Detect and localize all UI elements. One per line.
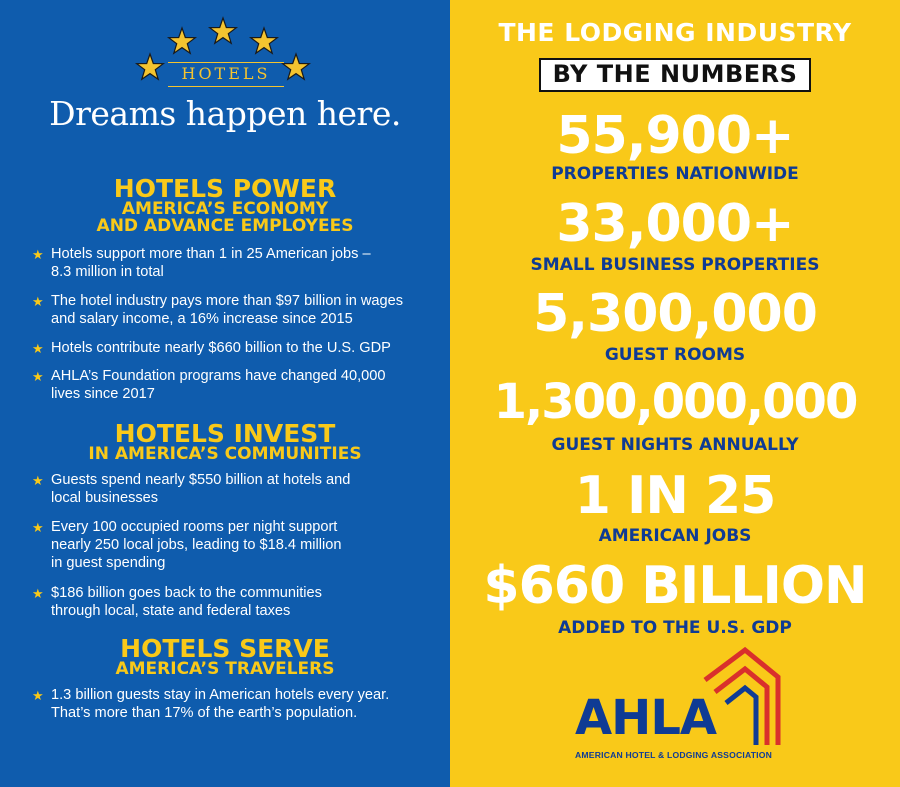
hotels-logo-word: HOTELS: [181, 64, 271, 83]
star-bullet-icon: ★: [32, 520, 44, 535]
bullet-item: ★ The hotel industry pays more than $97 billion in wages and salary income, a 16% increase since 2015: [32, 293, 404, 327]
section-title-line: AND ADVANCE EMPLOYEES: [96, 216, 354, 236]
stat-caption: ADDED TO THE U.S. GDP: [558, 618, 792, 638]
bullet-item: ★ $186 billion goes back to the communities through local, state and federal taxes: [32, 585, 322, 619]
bullet-item: ★ Guests spend nearly $550 billion at hotels and local businesses: [32, 472, 351, 506]
bullet-item: ★ Hotels contribute nearly $660 billion to the U.S. GDP: [32, 340, 391, 356]
stat-caption: AMERICAN JOBS: [598, 526, 752, 546]
star-bullet-icon: ★: [32, 688, 44, 703]
star-bullet-icon: ★: [32, 369, 44, 384]
tagline: Dreams happen here.: [49, 94, 401, 133]
ahla-logo-text: AHLA: [575, 690, 717, 746]
star-bullet-icon: ★: [32, 247, 44, 262]
star-bullet-icon: ★: [32, 473, 44, 488]
section-title-line: HOTELS POWER: [113, 174, 337, 203]
stat-value: 55,900+: [556, 106, 794, 166]
stat-value: 33,000+: [556, 194, 794, 254]
stat-value: 1,300,000,000: [493, 374, 857, 430]
stat-caption: SMALL BUSINESS PROPERTIES: [530, 255, 820, 275]
stat-caption: GUEST NIGHTS ANNUALLY: [551, 435, 799, 455]
header-subtitle: BY THE NUMBERS: [552, 60, 798, 88]
logo-rule-top: [168, 62, 284, 63]
section-title-line: AMERICA’S ECONOMY: [121, 199, 329, 219]
bullet-item: ★ AHLA’s Foundation programs have changed 40,000 lives since 2017: [32, 368, 386, 402]
bullet-item: ★ 1.3 billion guests stay in American hotels every year. That’s more than 17% of the earth’s population.: [32, 687, 390, 721]
bullet-item: ★ Every 100 occupied rooms per night support nearly 250 local jobs, leading to $18.4 million in guest spending: [32, 519, 342, 571]
stat-caption: PROPERTIES NATIONWIDE: [551, 164, 799, 184]
stat-value: 1 IN 25: [574, 466, 776, 526]
stat-value: $660 BILLION: [483, 556, 867, 616]
ahla-full-name: AMERICAN HOTEL & LODGING ASSOCIATION: [575, 750, 773, 760]
logo-rule-bottom: [168, 86, 284, 87]
stat-caption: GUEST ROOMS: [604, 345, 746, 365]
section-title-line: AMERICA’S TRAVELERS: [115, 659, 335, 679]
header-title: THE LODGING INDUSTRY: [498, 18, 852, 47]
stat-value: 5,300,000: [533, 284, 817, 344]
star-bullet-icon: ★: [32, 586, 44, 601]
bullet-item: ★ Hotels support more than 1 in 25 American jobs – 8.3 million in total: [32, 246, 371, 280]
star-bullet-icon: ★: [32, 341, 44, 356]
section-title-line: HOTELS INVEST: [114, 419, 336, 448]
section-title-line: HOTELS SERVE: [120, 634, 330, 663]
section-title-communities: [0, 421, 450, 463]
section-title-line: IN AMERICA’S COMMUNITIES: [88, 444, 362, 464]
section-title-travelers: [0, 636, 450, 678]
star-bullet-icon: ★: [32, 294, 44, 309]
section-title-economy: [0, 176, 450, 235]
